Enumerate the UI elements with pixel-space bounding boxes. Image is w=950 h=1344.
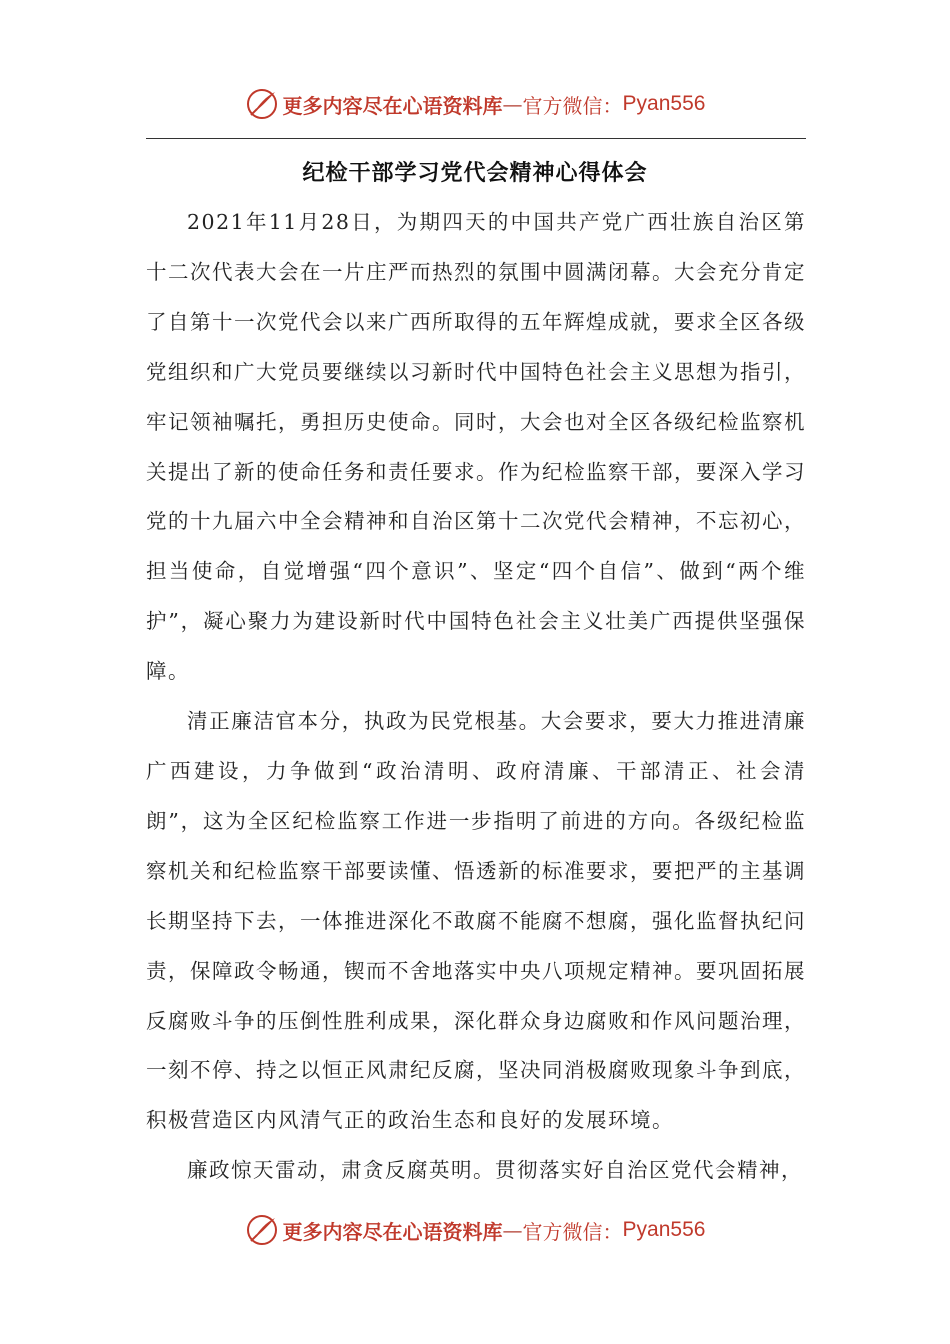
brand-separator: — [502, 1218, 523, 1242]
paragraph: 2021年11月28日，为期四天的中国共产党广西壮族自治区第十二次代表大会在一片庄严而热烈的氛围中圆满闭幕。大会充分肯定了自第十一次党代会以来广西所取得的五年辉煌成就，要求全区各级党组织和广大党员要继续以习新时代中国特色社会主义思想为指引，牢记领袖嘱托，勇担历史使命。同时，大会也对全区各级纪检监察机关提出了新的使命任务和责任要求。作为纪检监察干部，要深入学习党的十九届六中全会精神和自治区第十二次党代会精神，不忘初心，担当使命，自觉增强“四个意识”、坚定“四个自信”、做到“两个维护”，凝心聚力为建设新时代中国特色社会主义壮美广西提供坚强保障。 [146, 210, 806, 684]
document-body [146, 198, 806, 1196]
wechat-label: 官方微信： [522, 93, 623, 118]
wechat-id: Pyan556 [622, 1218, 706, 1241]
paragraph: 清正廉洁官本分，执政为民党根基。大会要求，要大力推进清廉广西建设，力争做到“政治清明、政府清廉、干部清正、社会清朗”，这为全区纪检监察工作进一步指明了前进的方向。各级纪检监察机关和纪检监察干部要读懂、悟透新的标准要求，要把严的主基调长期坚持下去，一体推进深化不敢腐不能腐不想腐，强化监督执纪问责，保障政令畅通，锲而不舍地落实中央八项规定精神。要巩固拓展反腐败斗争的压倒性胜利成果，深化群众身边腐败和作风问题治理，一刻不停、持之以恒正风肃纪反腐，坚决同消极腐败现象斗争到底，积极营造区内风清气正的政治生态和良好的发展环境。 [146, 709, 806, 1133]
quill-pen-logo-icon [245, 87, 279, 121]
wechat-id: Pyan556 [622, 92, 706, 115]
footer-banner [0, 1210, 950, 1250]
document-title: 纪检干部学习党代会精神心得体会 [302, 161, 648, 186]
paragraph: 廉政惊天雷动，肃贪反腐英明。贯彻落实好自治区党代会精神， [187, 1158, 803, 1183]
brand-separator: — [502, 92, 523, 116]
header-banner [0, 84, 950, 124]
brand-text: 更多内容尽在心语资料库 [282, 93, 503, 118]
header-divider [146, 138, 806, 139]
wechat-label: 官方微信： [522, 1219, 623, 1244]
brand-text: 更多内容尽在心语资料库 [282, 1219, 503, 1244]
quill-pen-logo-icon [245, 1213, 279, 1247]
